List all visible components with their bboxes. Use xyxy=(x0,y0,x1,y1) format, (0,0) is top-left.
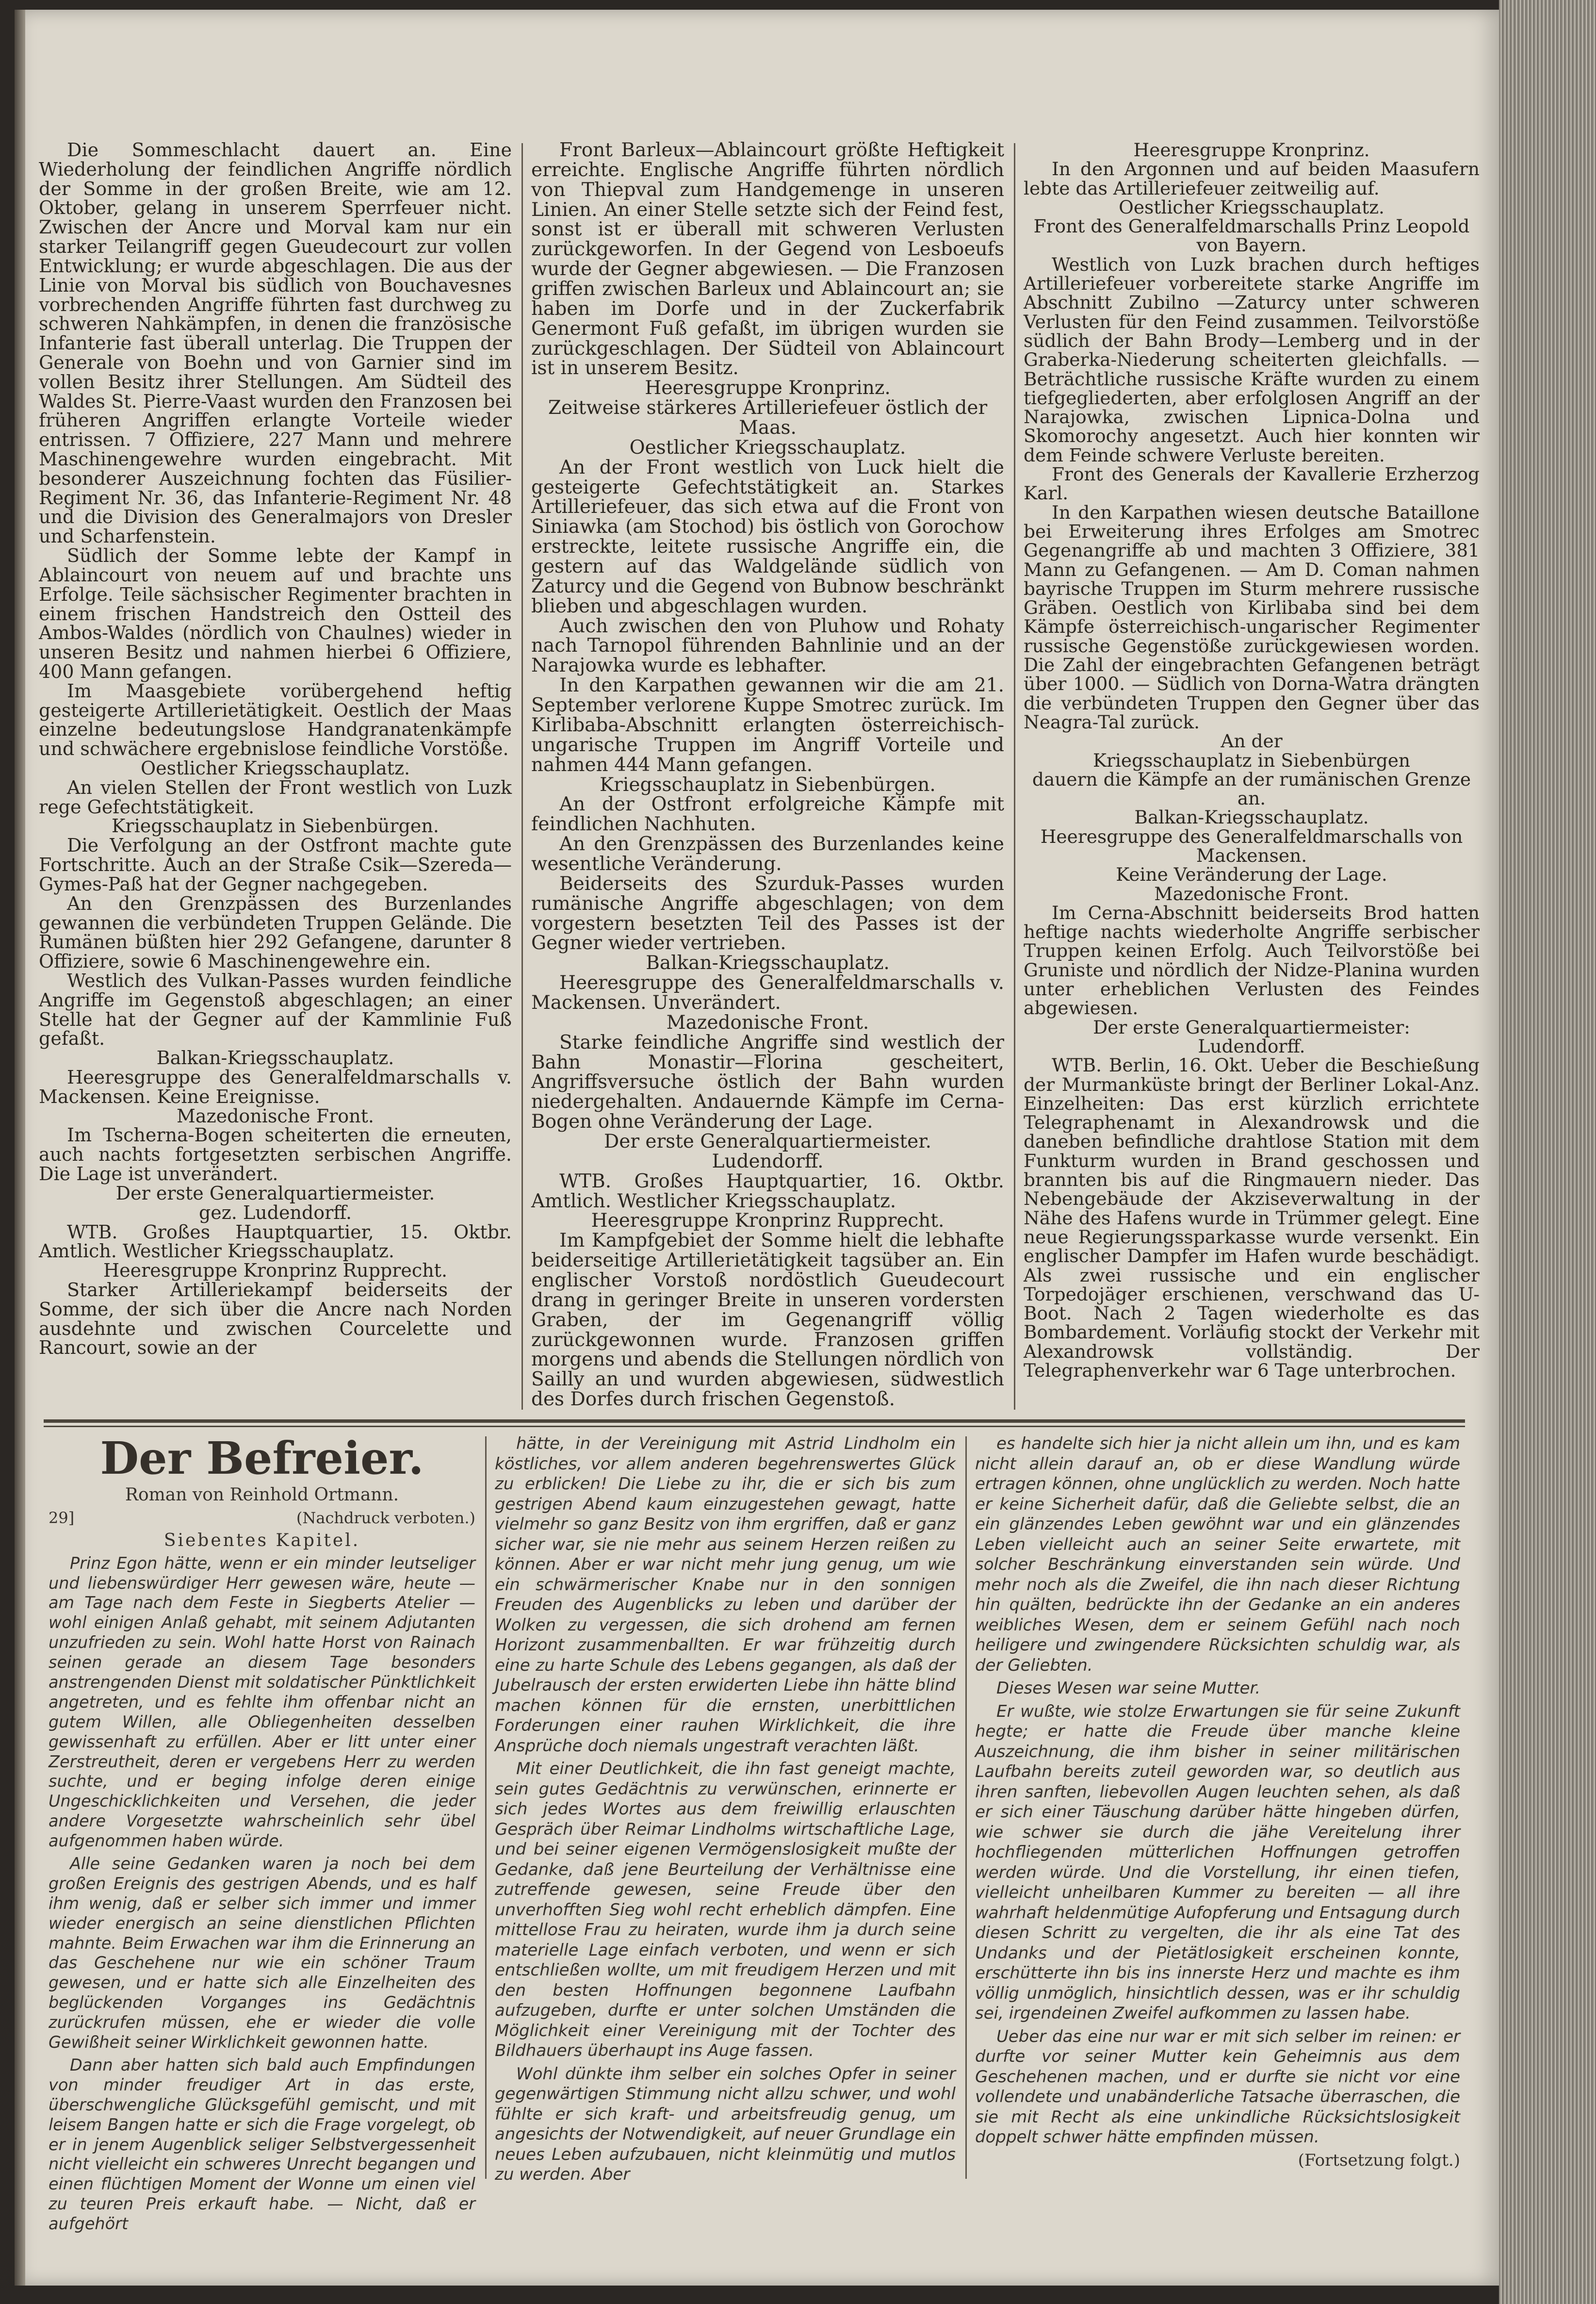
section-heading: Front des Generalfeldmarschalls Prinz Leopold von Bayern. xyxy=(1033,215,1470,256)
report-paragraph: Beiderseits des Szurduk-Passes wurden rumänische Angriffe abgeschlagen; von dem vorgestern besetzten Teil des Passes ist der Gegner wieder vertrieben. xyxy=(531,872,1004,955)
report-paragraph: An den Grenzpässen des Burzenlandes keine wesentliche Veränderung. xyxy=(531,833,1004,875)
report-paragraph: Die Verfolgung an der Ostfront machte gute Fortschritte. Auch an der Straße Csik—Szereda—Gymes-Paß hat der Gegner nachgegeben. xyxy=(39,835,512,895)
report-paragraph: WTB. Großes Hauptquartier, 16. Oktbr. Amtlich. Westlicher Kriegsschauplatz. xyxy=(531,1170,1004,1212)
reprint-notice: (Nachdruck verboten.) xyxy=(296,1508,475,1527)
report-paragraph: Südlich der Somme lebte der Kampf in Ablaincourt von neuem auf und brachte uns Erfolge. Teile sächsischer Regimenter brachten in einem frischen Handstreich den Ostteil des Ambos-Waldes (nördlich von Chaulnes) wieder in unseren Besitz und nahmen hierbei 6 Offiziere, 400 Mann gefangen. xyxy=(39,545,512,682)
report-paragraph: In den Karpathen wiesen deutsche Bataillone bei Erweiterung ihres Erfolges am Smotrec Gegenangriffe ab und machten 3 Offiziere, 381 Mann zu Gefangenen. — Am D. Coman nahmen bayrische Truppen im Sturm mehrere russische Gräben. Oestlich von Kirlibaba sind bei dem Kämpfe österreichisch-ungarischer Regimenter russische Gegenstöße zurückgewiesen worden. Die Zahl der eingebrachten Gefangenen beträgt über 1000. — Südlich von Dorna-Watra drängten die verbündeten Truppen den Gegner über das Neagra-Tal zurück. xyxy=(1024,501,1480,733)
novel-title: Der Befreier. xyxy=(100,1432,424,1484)
feuilleton-column-2 xyxy=(495,1434,956,2188)
novel-paragraph: es handelte sich hier ja nicht allein um ihn, und es kam nicht allein darauf an, ob er diese Wandlung würde ertragen können, ohne unglücklich zu werden. Noch hatte er keine Sicherheit dafür, daß die Geliebte selbst, die an ein glänzendes Leben gewöhnt war und ein glänzendes Leben vielleicht auch an seiner Seite erwartete, mit solcher Beschränkung einverstanden sein würde. Und mehr noch als die Zweifel, die ihn nach dieser Richtung hin quälten, bedrückte ihn der Gedanke an ein anderes weibliches Wesen, dem er seinem Gefühl nach noch heiligere und zwingendere Rücksichten schuldig war, als der Geliebten. xyxy=(975,1434,1460,1675)
report-paragraph: Im Tscherna-Bogen scheiterten die erneuten, auch nachts fortgesetzten serbischen Angriffe. Die Lage ist unverändert. xyxy=(39,1124,512,1185)
report-column-1 xyxy=(39,141,512,1358)
report-paragraph: Westlich des Vulkan-Passes wurden feindliche Angriffe im Gegenstoß abgeschlagen; an einer Stelle hat der Gegner auf der Kammlinie Fuß gefaßt. xyxy=(39,970,512,1050)
installment-number: 29] xyxy=(49,1508,75,1527)
section-heading: Der erste Generalquartiermeister. xyxy=(115,1182,435,1204)
report-paragraph: In den Argonnen und auf beiden Maasufern lebte das Artilleriefeuer zeitweilig auf. xyxy=(1024,158,1480,199)
section-heading: gez. Ludendorff. xyxy=(198,1201,352,1223)
novel-paragraph: Alle seine Gedanken waren ja noch bei dem großen Ereignis des gestrigen Abends, und es half ihm wenig, daß er selber sich immer und immer wieder energisch an seine dienstlichen Pflichten mahnte. Beim Erwachen war ihm die Erinnerung an das Geschehene nur wie ein schöner Traum gewesen, und er hatte sich alle Einzelheiten des beglückenden Vorganges ins Gedächtnis zurückrufen müssen, ehe er wieder die volle Gewißheit seiner Wirklichkeit gewonnen hatte. xyxy=(49,1854,475,2052)
report-paragraph: Heeresgruppe des Generalfeldmarschalls v. Mackensen. Unverändert. xyxy=(531,972,1004,1014)
report-paragraph: WTB. Berlin, 16. Okt. Ueber die Beschießung der Murmanküste bringt der Berliner Lokal-Anz. Einzelheiten: Das erst kürzlich errichtete Telegraphenamt in Alexandrowsk und die daneben befindliche drahtlose Station mit dem Funkturm wurden in Brand geschossen und brannten bis auf die Ringmauern nieder. Das Nebengebäude der Akziseverwaltung in der Nähe des Hafens wurde in Trümmer gelegt. Eine neue Regierungssparkasse wurde versenkt. Ein englischer Dampfer im Hafen wurde beschädigt. Als zwei russische und ein englischer Torpedojäger erschienen, verschwand das U-Boot. Nach 2 Tagen wiederholte es das Bombardement. Vorläufig stockt der Verkehr mit Alexandrowsk vollständig. Der Telegraphenverkehr war 6 Tage unterbrochen. xyxy=(1024,1054,1480,1381)
section-heading: Oestlicher Kriegsschauplatz. xyxy=(140,757,410,779)
novel-paragraph: Er wußte, wie stolze Erwartungen sie für seine Zukunft hegte; er hatte die Freude über manche kleine Auszeichnung, die ihm bisher in seiner militärischen Laufbahn bereits zuteil geworden war, so deutlich aus ihren sanften, liebevollen Augen leuchten sehen, als daß er sich einer Täuschung darüber hätte hingeben dürfen, wie schwer sie durch die jähe Vereitelung ihrer hochfliegenden mütterlichen Hoffnungen getroffen werden würde. Und die Vorstellung, ihr einen tiefen, vielleicht unheilbaren Kummer zu bereiten — all ihre wahrhaft heldenmütige Aufopferung und Entsagung durch diesen Schritt zu vergelten, die ihr als eine Tat des Undanks und der Pietätlosigkeit erscheinen konnte, erschütterte ihn bis ins innerste Herz und machte es ihm völlig unmöglich, hinsichtlich dessen, was er ihr schuldig sei, irgendeinen Zweifel aufkommen zu lassen habe. xyxy=(975,1701,1460,2023)
report-paragraph: In den Karpathen gewannen wir die am 21. September verlorene Kuppe Smotrec zurück. Im Kirlibaba-Abschnitt erlangten österreichisch-ungarische Truppen im Angriff Vorteile und nahmen 444 Mann gefangen. xyxy=(531,675,1004,776)
novel-paragraph: Mit einer Deutlichkeit, die ihn fast geneigt machte, sein gutes Gedächtnis zu verwünschen, erinnerte er sich jedes Wortes aus dem freiwillig erlauschten Gespräch über Reimar Lindholms wirtschaftliche Lage, und bei seiner eigenen Vermögenslosigkeit mußte der Gedanke, daß jene Beurteilung der Verhältnisse eine zutreffende gewesen, seine Freude über den unverhofften Sieg wohl recht erheblich dämpfen. Eine mittellose Frau zu heiraten, wurde ihm ja durch seine materielle Lage einfach verboten, und wenn er sich entschließen wollte, um mit freudigem Herzen und mit den besten Hoffnungen begonnene Laufbahn aufzugeben, durfte er unter solchen Umständen die Möglichkeit einer Vereinigung mit der Tochter des Bildhauers überhaupt ins Auge fassen. xyxy=(495,1759,956,2060)
column-rule-2 xyxy=(1014,143,1015,1410)
report-column-3 xyxy=(1024,141,1480,1380)
novel-paragraph: Ueber das eine nur war er mit sich selber im reinen: er durfte vor seiner Mutter kein Geheimnis aus dem Geschehenen machen, und er durfte sie nicht vor eine vollendete und unabänderliche Tatsache überraschen, die sie mit Recht als eine unkindliche Rücksichtslosigkeit doppelt schwer hätte empfinden müssen. xyxy=(975,2026,1460,2147)
feuilleton-rule xyxy=(44,1419,1465,1423)
chapter-heading: Siebentes Kapitel. xyxy=(163,1530,360,1550)
report-paragraph: Starker Artilleriekampf beiderseits der Somme, der sich über die Ancre nach Norden ausdehnte und zwischen Courcelette und Rancourt, sowie an der xyxy=(39,1279,512,1359)
section-heading: An der xyxy=(1221,730,1283,752)
section-heading: dauern die Kämpfe an der rumänischen Grenze an. xyxy=(1032,768,1471,809)
report-paragraph: An der Front westlich von Luck hielt die gesteigerte Gefechtstätigkeit an. Starkes Artilleriefeuer, das sich etwa auf die Front von Siniawka (am Stochod) bis östlich von Gorochow erstreckte, leitete russische Angriffe ein, die gestern auf das Waldgelände südlich von Zaturcy und die Gegend von Bubnow beschränkt blieben und abgeschlagen wurden. xyxy=(531,456,1004,617)
section-heading: Kriegsschauplatz in Siebenbürgen xyxy=(1092,749,1411,771)
feuilleton-rule-1 xyxy=(485,1436,487,2179)
section-heading: Oestlicher Kriegsschauplatz. xyxy=(629,436,906,459)
column-rule-1 xyxy=(521,143,523,1410)
novel-paragraph: Wohl dünkte ihm selber ein solches Opfer in seiner gegenwärtigen Stimmung nicht allzu schwer, und wohl fühlte er sich kraft- und arbeitsfreudig genug, um angesichts der Notwendigkeit, auf neuer Grundlage ein neues Leben aufzubauen, nicht kleinmütig und mutlos zu werden. Aber xyxy=(495,2064,956,2184)
report-paragraph: Im Maasgebiete vorübergehend heftig gesteigerte Artillerietätigkeit. Oestlich der Maas einzelne bedeutungslose Handgranatenkämpfe und schwächere ergebnislose feindliche Vorstöße. xyxy=(39,680,512,760)
novel-paragraph: hätte, in der Vereinigung mit Astrid Lindholm ein köstliches, vor allem anderen begehrenswertes Glück zu erblicken! Die Liebe zu ihr, die er sich bis zum gestrigen Abend kaum einzugestehen gewagt, hatte vielmehr so ganz Besitz von ihm ergriffen, daß er ganz sicher war, sie nie mehr aus seinem Herzen reißen zu können. Aber er war nicht mehr jung genug, um wie ein schwärmerischer Knabe nur in den sonnigen Freuden des Augenblicks zu leben und darüber der Wolken zu vergessen, die sich drohend am fernen Horizont zusammenballten. Er war frühzeitig durch eine zu harte Schule des Lebens gegangen, als daß der Jubelrausch der ersten erwiderten Liebe ihn hätte blind machen können für die ernsten, unerbittlichen Forderungen einer rauhen Wirklichkeit, die ihre Ansprüche doch niemals ungestraft verachten läßt. xyxy=(495,1434,956,1756)
feuilleton-rule-thin xyxy=(44,1426,1465,1427)
feuilleton-rule-2 xyxy=(965,1436,967,2179)
section-heading: Heeresgruppe des Generalfeldmarschalls von Mackensen. xyxy=(1040,825,1463,866)
section-heading: Kriegsschauplatz in Siebenbürgen. xyxy=(600,773,936,796)
feuilleton-column-3 xyxy=(975,1434,1460,2173)
report-paragraph: Front Barleux—Ablaincourt größte Heftigkeit erreichte. Englische Angriffe führten nördlich von Thiepval zum Handgemenge in unseren Linien. An einer Stelle setzte sich der Feind fest, sonst ist er überall mit schweren Verlusten zurückgeworfen. In der Gegend von Lesboeufs wurde der Gegner abgewiesen. — Die Franzosen griffen zwischen Barleux und Ablaincourt an; sie haben im Dorfe und in der Zuckerfabrik Genermont Fuß gefaßt, im übrigen wurden sie zurückgeschlagen. Der Südteil von Ablaincourt ist in unserem Besitz. xyxy=(531,139,1004,379)
section-heading: Mazedonische Front. xyxy=(666,1011,869,1034)
section-heading: Heeresgruppe Kronprinz. xyxy=(1133,139,1370,161)
section-heading: Der erste Generalquartiermeister. xyxy=(604,1130,931,1152)
section-heading: Mazedonische Front. xyxy=(1154,883,1349,905)
section-heading: Balkan-Kriegsschauplatz. xyxy=(156,1047,394,1069)
report-paragraph: Front des Generals der Kavallerie Erzherzog Karl. xyxy=(1024,463,1480,504)
section-heading: Balkan-Kriegsschauplatz. xyxy=(646,952,890,974)
novel-paragraph: Prinz Egon hätte, wenn er ein minder leutseliger und liebenswürdiger Herr gewesen wäre, heute — am Tage nach dem Feste in Siegberts Atelier — wohl einigen Anlaß gehabt, mit seinem Adjutanten unzufrieden zu sein. Wohl hatte Horst von Rainach seinen gerade an diesem Tage besonders anstrengenden Dienst mit soldatischer Pünktlichkeit angetreten, und es fehlte ihm offenbar nicht an gutem Willen, alle Obliegenheiten desselben gewissenhaft zu erfüllen. Aber er litt unter einer Zerstreutheit, deren er vergebens Herr zu werden suchte, und er beging infolge deren einige Ungeschicklichkeiten und Versehen, die jeder andere Vorgesetzte wahrscheinlich sehr übel aufgenommen haben würde. xyxy=(49,1553,475,1851)
section-heading: Balkan-Kriegsschauplatz. xyxy=(1134,806,1369,828)
report-paragraph: An vielen Stellen der Front westlich von Luzk rege Gefechtstätigkeit. xyxy=(39,776,512,818)
section-heading: Ludendorff. xyxy=(1198,1035,1305,1057)
binding-gutter xyxy=(15,10,25,2286)
book-page-edges xyxy=(1499,0,1596,2304)
novel-paragraph: Dann aber hatten sich bald auch Empfindungen von minder freudiger Art in das erste, überschwengliche Glücksgefühl gemischt, und mit leisem Bangen hatte er sich die Frage vorgelegt, ob er in jenem Augenblick seliger Selbstvergessenheit nicht vielleicht ein schweres Unrecht begangen und einen flüchtigen Moment der Wonne um einen viel zu teuren Preis erkauft habe. — Nicht, daß er aufgehört xyxy=(49,2055,475,2234)
section-heading: Der erste Generalquartiermeister: xyxy=(1093,1016,1410,1038)
report-paragraph: Auch zwischen den von Pluhow und Rohaty nach Tarnopol führenden Bahnlinie und an der Narajowka wurde es lebhafter. xyxy=(531,615,1004,677)
novel-paragraph: Dieses Wesen war seine Mutter. xyxy=(996,1679,1261,1698)
section-heading: Keine Veränderung der Lage. xyxy=(1116,864,1387,886)
report-paragraph: An den Grenzpässen des Burzenlandes gewannen die verbündeten Truppen Gelände. Die Rumänen büßten hier 292 Gefangene, darunter 8 Offiziere, sowie 6 Maschinengewehre ein. xyxy=(39,892,512,972)
feuilleton-column-1 xyxy=(49,1434,475,2237)
newspaper-page xyxy=(15,10,1499,2286)
continued-note: (Fortsetzung folgt.) xyxy=(1298,2150,1460,2170)
installment-line xyxy=(49,1508,475,1528)
section-heading: Heeresgruppe Kronprinz Rupprecht. xyxy=(103,1260,448,1282)
report-paragraph: Starke feindliche Angriffe sind westlich der Bahn Monastir—Florina gescheitert, Angriffsversuche östlich der Bahn wurden niedergehalten. Andauernde Kämpfe im Cerna-Bogen ohne Veränderung der Lage. xyxy=(531,1031,1004,1133)
report-paragraph: Westlich von Luzk brachen durch heftiges Artilleriefeuer vorbereitete starke Angriffe im Abschnitt Zubilno —Zaturcy unter schweren Verlusten für den Feind zusammen. Teilvorstöße südlich der Bahn Brody—Lemberg und in der Graberka-Niederung scheiterten gleichfalls. — Beträchtliche russische Kräfte wurden zu einem tiefgegliederten, aber erfolglosen Angriff an der Narajowka, zwischen Lipnica-Dolna und Skomorochy angesetzt. Auch hier konnten wir dem Feinde schwere Verluste bereiten. xyxy=(1024,253,1480,466)
report-column-2 xyxy=(531,141,1004,1410)
section-heading: Heeresgruppe Kronprinz. xyxy=(645,377,891,399)
report-paragraph: An der Ostfront erfolgreiche Kämpfe mit feindlichen Nachhuten. xyxy=(531,793,1004,836)
novel-byline: Roman von Reinhold Ortmann. xyxy=(125,1485,399,1505)
report-paragraph: Die Sommeschlacht dauert an. Eine Wiederholung der feindlichen Angriffe nördlich der Somme in der großen Breite, wie am 12. Oktober, gelang in unserem Sperrfeuer nicht. Zwischen der Ancre und Morval kam nur ein starker Teilangriff gegen Gueudecourt zur vollen Entwicklung; er wurde abgeschlagen. Die aus der Linie von Morval bis südlich von Bouchavesnes vorbrechenden Angriffe führten fast durchweg zu schweren Nahkämpfen, in denen die französische Infanterie fast überall unterlag. Die Truppen der Generale von Boehn und von Garnier sind im vollen Besitz ihrer Stellungen. Am Südteil des Waldes St. Pierre-Vaast wurden den Franzosen bei früheren Angriffen erlangte Vorteile wieder entrissen. 7 Offiziere, 227 Mann und mehrere Maschinengewehre wurden eingebracht. Mit besonderer Auszeichnung fochten das Füsilier-Regiment Nr. 36, das Infanterie-Regiment Nr. 48 und die Division des Generalmajors von Dresler und Scharfenstein. xyxy=(39,139,512,547)
section-heading: Kriegsschauplatz in Siebenbürgen. xyxy=(112,815,439,837)
report-paragraph: Im Cerna-Abschnitt beiderseits Brod hatten heftige nachts wiederholte Angriffe serbischer Truppen keinen Erfolg. Auch Teilvorstöße bei Gruniste und nördlich der Nidze-Planina wurden unter erheblichen Verlusten des Feindes abgewiesen. xyxy=(1024,902,1480,1019)
section-heading: Heeresgruppe Kronprinz Rupprecht. xyxy=(591,1210,945,1232)
report-paragraph: Im Kampfgebiet der Somme hielt die lebhafte beiderseitige Artillerietätigkeit tagsüber an. Ein englischer Vorstoß nordöstlich Gueudecourt drang in geringer Breite in unseren vordersten Graben, der im Gegenangriff völlig zurückgewonnen wurde. Franzosen griffen morgens und abends die Stellungen nördlich von Sailly an und wurden abgewiesen, südwestlich des Dorfes durch frischen Gegenstoß. xyxy=(531,1230,1004,1411)
section-heading: Oestlicher Kriegsschauplatz. xyxy=(1119,196,1384,218)
report-paragraph: WTB. Großes Hauptquartier, 15. Oktbr. Amtlich. Westlicher Kriegsschauplatz. xyxy=(39,1221,512,1262)
report-paragraph: Heeresgruppe des Generalfeldmarschalls v. Mackensen. Keine Ereignisse. xyxy=(39,1067,512,1107)
section-heading: Zeitweise stärkeres Artilleriefeuer östlich der Maas. xyxy=(548,397,988,439)
section-heading: Ludendorff. xyxy=(712,1150,824,1172)
section-heading: Mazedonische Front. xyxy=(177,1105,374,1127)
